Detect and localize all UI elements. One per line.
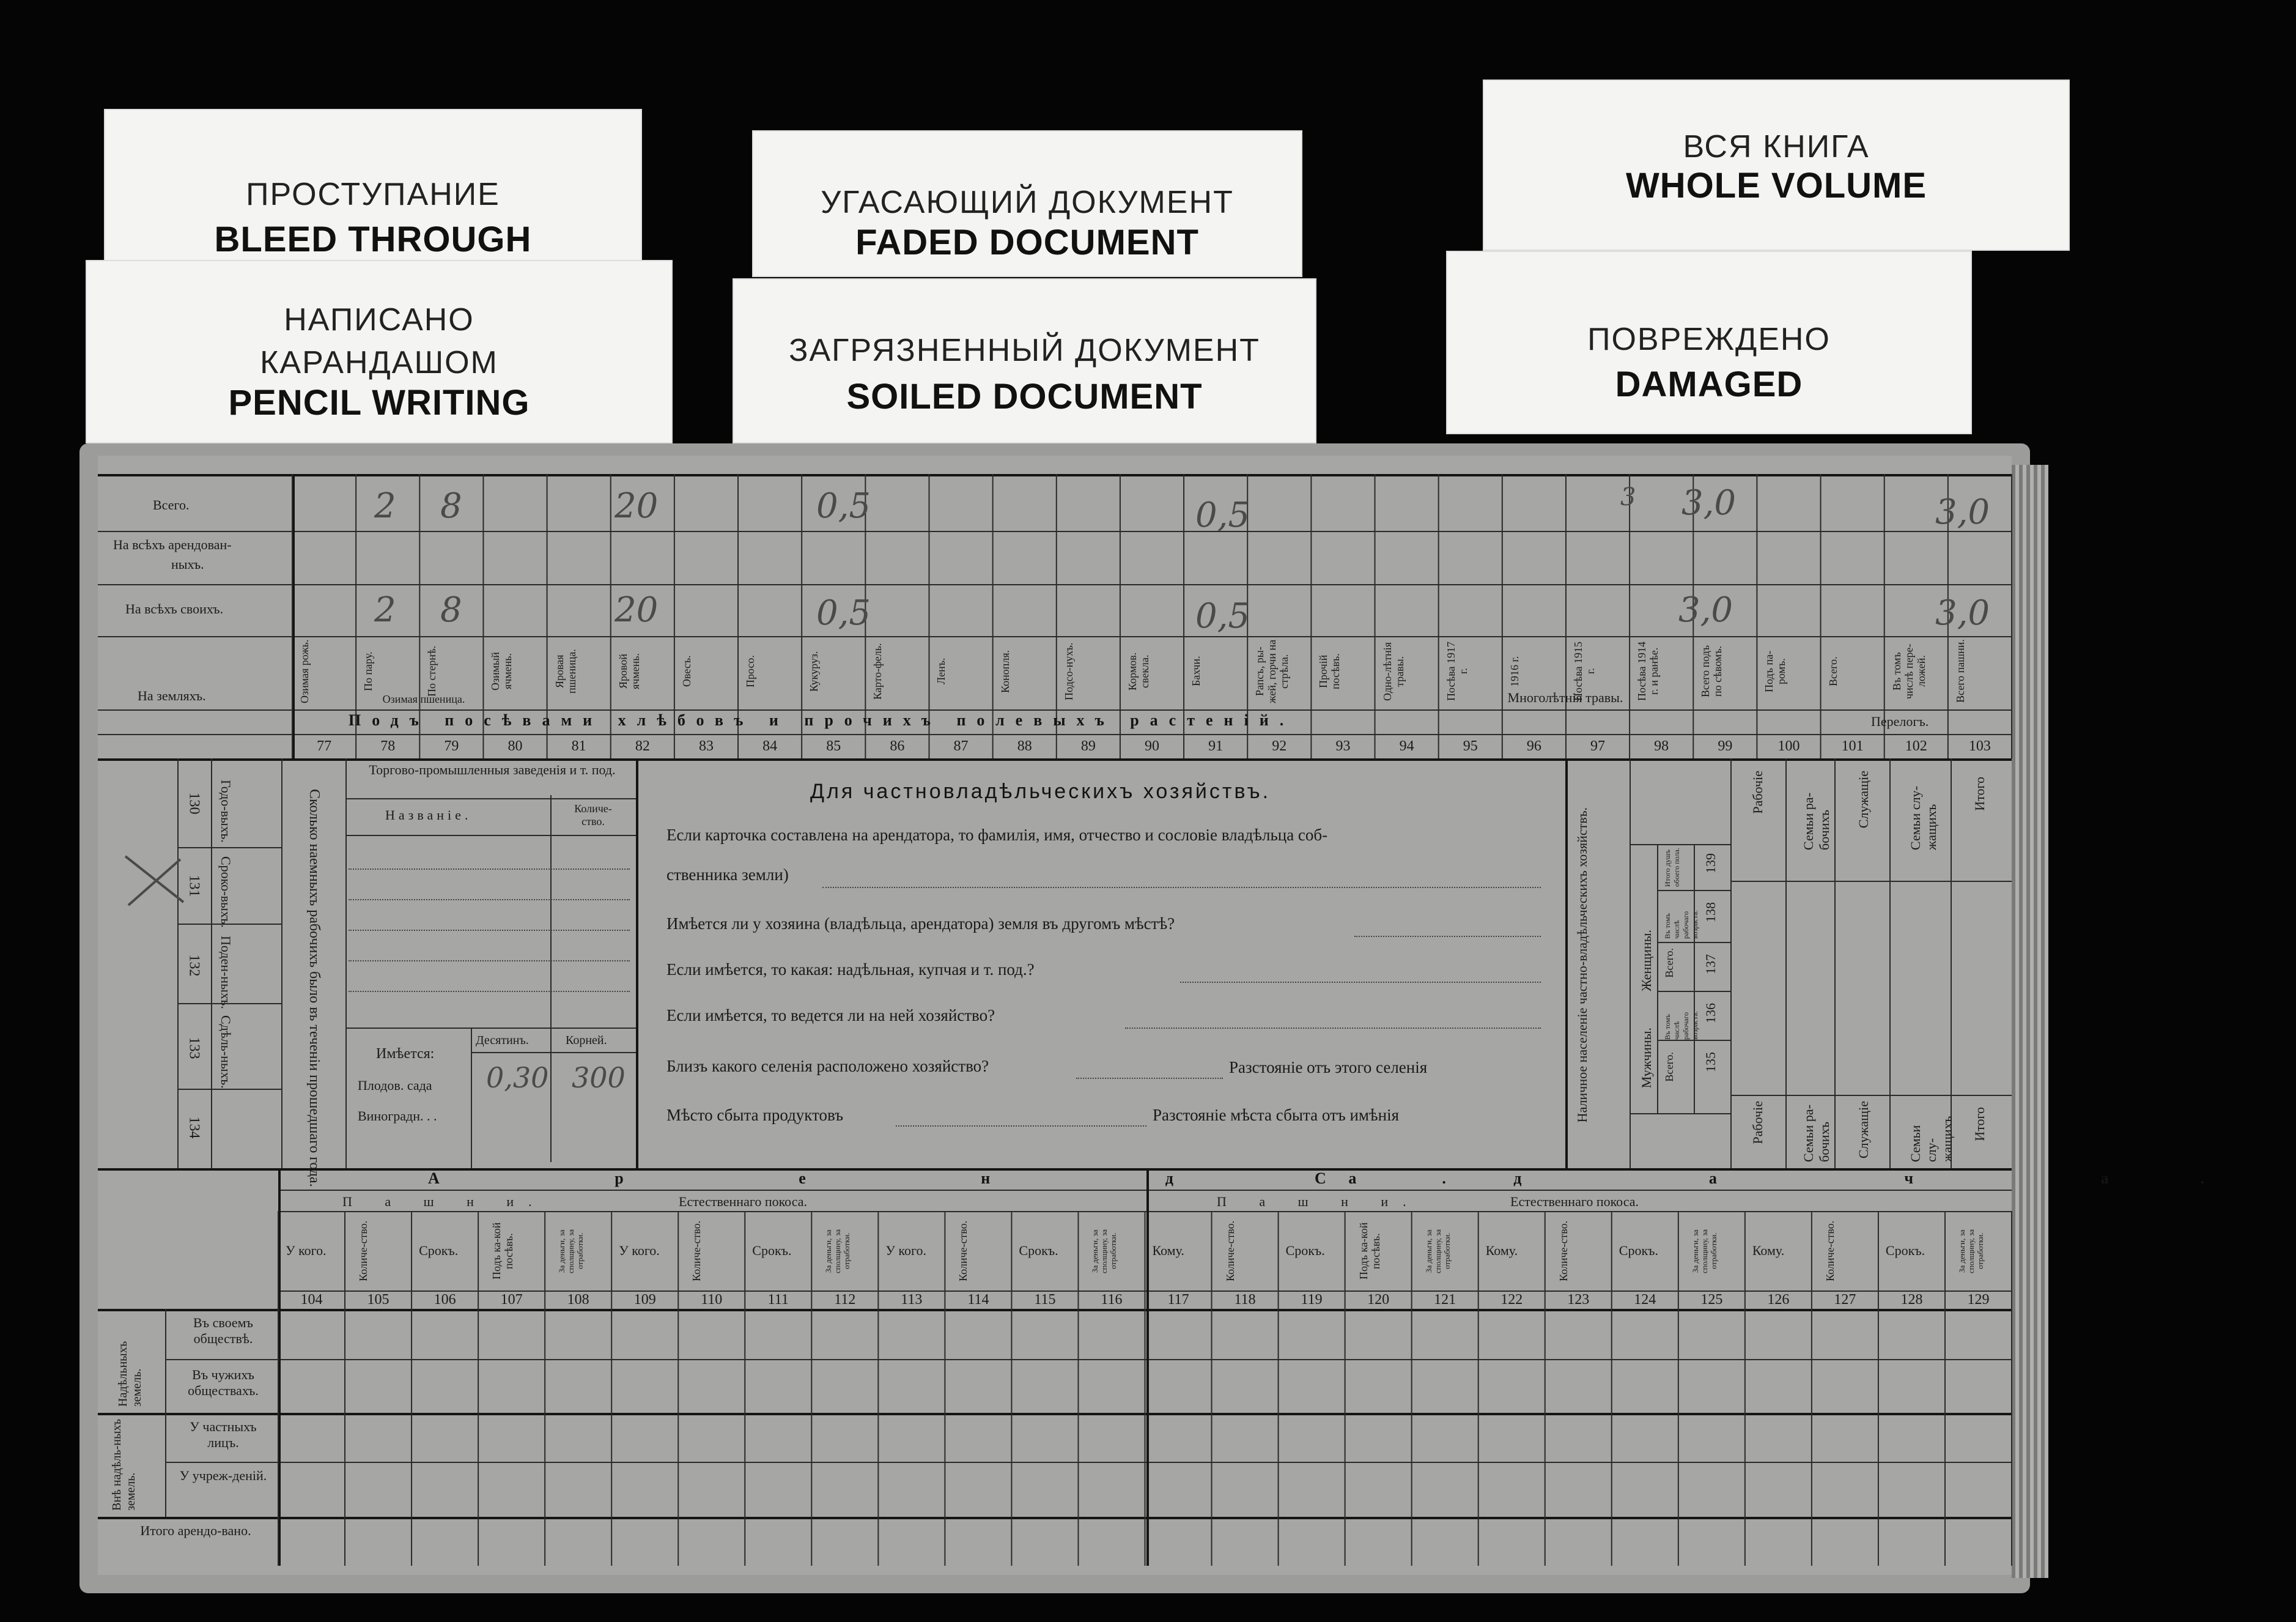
bottom-col-header: Количе-ство.	[1224, 1220, 1236, 1282]
top-col-number: 96	[1526, 738, 1541, 754]
row-private: У частныхъ лицъ.	[190, 1419, 257, 1450]
pop-sub-3: Всего.	[1663, 948, 1675, 978]
top-col-number: 84	[762, 738, 778, 754]
hw-own-2: 8	[440, 590, 462, 630]
pop-num-137: 137	[1703, 954, 1718, 974]
top-col-number: 78	[380, 738, 396, 754]
hw-total-6: 3	[1620, 483, 1636, 511]
faded-document-ru: УГАСАЮЩИЙ ДОКУМЕНТ	[821, 185, 1234, 220]
bottom-col-header: Количе-ство.	[690, 1220, 703, 1282]
bottom-col-header: За деньги, за сполщину, за отработки.	[1690, 1229, 1718, 1273]
row-label-rented: На всѣхъ арендован-	[113, 537, 232, 552]
bottom-col-number: 115	[1034, 1292, 1056, 1308]
top-col-number: 99	[1718, 738, 1733, 754]
bottom-col-header: За деньги, за сполщину, за отработки.	[1957, 1229, 1985, 1273]
question-6: Мѣсто сбыта продуктовъ	[666, 1106, 844, 1124]
crop-header: Подъ па-ромъ.	[1763, 650, 1788, 692]
crop-header: Бахчи.	[1190, 656, 1203, 687]
num-131: 131	[186, 875, 202, 897]
hw-total-3: 20	[615, 486, 659, 526]
sdacha-pokos: Естественнаго покоса.	[1510, 1194, 1639, 1209]
top-col-number: 85	[826, 738, 841, 754]
top-col-number: 80	[508, 738, 523, 754]
bottom-col-number: 104	[300, 1292, 323, 1308]
top-col-number: 102	[1905, 738, 1927, 754]
crop-header: Посѣва 1917 г.	[1444, 642, 1469, 701]
men-label: Мужчины.	[1639, 1028, 1654, 1089]
row-total-rented: Итого арендо-вано.	[140, 1523, 251, 1538]
top-col-number: 79	[444, 738, 459, 754]
bottom-col-number: 105	[367, 1292, 389, 1308]
damaged-ru: ПОВРЕЖДЕНО	[1587, 322, 1831, 357]
pop-right-1: Рабочіе	[1750, 771, 1765, 814]
bottom-col-header: Подъ ка-кой посѣвъ.	[490, 1222, 515, 1280]
row-label-rented-2: ныхъ.	[171, 557, 204, 572]
pop-sub-2: Въ томъ числѣ рабочаго возраста.	[1663, 1011, 1699, 1040]
top-col-number: 98	[1654, 738, 1669, 754]
crop-header: Яровой ячмень.	[616, 653, 641, 690]
group-fallow: Перелогъ.	[1871, 714, 1929, 729]
num-132: 132	[186, 954, 202, 977]
private-title: Для частновладѣльческихъ хозяйствъ.	[810, 780, 1271, 803]
bottom-col-number: 127	[1834, 1292, 1856, 1308]
row-own-society: Въ своемъ обществѣ.	[193, 1315, 253, 1346]
hw-total-7: 3,0	[1681, 483, 1737, 523]
bottom-col-header: Срокъ.	[752, 1243, 792, 1258]
hw-total-5: 0,5	[1195, 495, 1250, 535]
bottom-col-header: У кого.	[885, 1243, 926, 1258]
top-col-number: 103	[1968, 738, 1991, 754]
question-1: Если карточка составлена на арендатора, то фамилія, имя, отчество и сословіе владѣльца соб-	[666, 826, 1328, 844]
top-col-number: 77	[317, 738, 332, 754]
crop-header: Карто-фель.	[871, 643, 884, 700]
crop-header: Всего пашни.	[1954, 639, 1966, 703]
pop-num-139: 139	[1703, 853, 1718, 873]
bottom-col-header: Количе-ство.	[1557, 1220, 1570, 1282]
crop-header: Посѣва 1915 г.	[1571, 642, 1596, 701]
whole-volume-en: WHOLE VOLUME	[1625, 166, 1927, 206]
top-col-number: 93	[1335, 738, 1351, 754]
faded-document-en: FADED DOCUMENT	[855, 223, 1199, 262]
bottom-col-header: Количе-ство.	[1823, 1220, 1836, 1282]
top-col-number: 91	[1208, 738, 1224, 754]
soiled-document-en: SOILED DOCUMENT	[846, 377, 1203, 417]
roots-header: Корней.	[566, 1034, 607, 1047]
workers-piece: Сдѣль-ныхъ.	[218, 1015, 234, 1089]
arenda-header: А р е н д а.	[428, 1169, 1532, 1187]
bottom-col-number: 114	[967, 1292, 989, 1308]
top-col-number: 92	[1272, 738, 1287, 754]
pop-right-4b: Семьи слу-жащихъ	[1908, 1116, 1955, 1162]
pop-right-3b: Служащіе	[1856, 1101, 1871, 1159]
bottom-col-number: 111	[767, 1292, 789, 1308]
bleed-through-ru: ПРОСТУПАНИЕ	[246, 177, 500, 212]
population-title: Наличное населеніе частно-владѣльческихъ хозяйствъ.	[1574, 807, 1590, 1123]
workers-yearly: Годо-выхъ.	[218, 780, 234, 843]
orchard-desyatin-value: 0,30	[486, 1061, 549, 1094]
top-col-number: 82	[635, 738, 650, 754]
whole-volume-ru: ВСЯ КНИГА	[1683, 129, 1870, 165]
bottom-col-number: 126	[1767, 1292, 1790, 1308]
pop-right-3: Служащіе	[1856, 771, 1871, 829]
workers-term: Сроко-выхъ.	[218, 856, 234, 928]
top-col-number: 86	[890, 738, 905, 754]
has-label: Имѣется:	[376, 1046, 435, 1062]
bottom-col-number: 125	[1700, 1292, 1723, 1308]
crop-header: По стернѣ.	[426, 645, 438, 697]
num-130: 130	[186, 792, 202, 815]
bottom-col-number: 113	[901, 1292, 923, 1308]
pencil-writing-en: PENCIL WRITING	[228, 383, 530, 423]
crop-header: Одно-лѣтнія травы.	[1381, 642, 1406, 701]
pop-right-5: Итого	[1972, 777, 1987, 811]
bottom-col-number: 123	[1567, 1292, 1590, 1308]
row-institutions: У учреж-деній.	[179, 1468, 267, 1483]
bottom-col-number: 119	[1301, 1292, 1323, 1308]
bottom-col-header: За деньги, за сполщину, за отработки.	[824, 1229, 852, 1273]
pop-num-135: 135	[1703, 1052, 1718, 1072]
bottom-col-number: 109	[633, 1292, 656, 1308]
workers-daily: Поден-ныхъ.	[218, 936, 234, 1009]
pop-right-4: Семьи слу-жащихъ	[1908, 785, 1939, 850]
bottom-col-number: 117	[1167, 1292, 1189, 1308]
workers-title: Сколько наемныхъ рабочихъ было въ теченіи прошедшаго года.	[306, 789, 322, 1187]
hw-total-1: 2	[374, 486, 396, 526]
crop-header: Подсо-нухъ.	[1062, 642, 1075, 700]
question-1b: ственника земли)	[666, 865, 789, 884]
num-133: 133	[186, 1037, 202, 1059]
bottom-col-header: Подъ ка-кой посѣвъ.	[1357, 1222, 1382, 1280]
top-col-number: 95	[1463, 738, 1478, 754]
row-label-total: Всего.	[153, 497, 190, 513]
crop-header: Прочій посѣвъ.	[1317, 653, 1342, 689]
crop-header: Ленъ.	[935, 657, 948, 685]
orchard-label: Плодов. сада	[358, 1078, 432, 1093]
top-col-number: 81	[571, 738, 586, 754]
hw-total-8: 3,0	[1935, 492, 1990, 532]
question-5: Близъ какого селенія расположено хозяйство?	[666, 1057, 989, 1075]
bottom-col-number: 124	[1634, 1292, 1656, 1308]
bottom-col-number: 118	[1234, 1292, 1256, 1308]
bottom-col-number: 116	[1101, 1292, 1123, 1308]
hw-own-4: 0,5	[816, 593, 871, 633]
bottom-col-header: Срокъ.	[1019, 1243, 1058, 1258]
nadel-label: Надѣльныхъ земель.	[116, 1341, 144, 1407]
bottom-col-header: Кому.	[1152, 1243, 1184, 1258]
top-col-number: 89	[1080, 738, 1096, 754]
crop-header: Всего.	[1826, 656, 1839, 686]
bottom-col-header: Кому.	[1752, 1243, 1785, 1258]
pop-num-136: 136	[1703, 1003, 1718, 1023]
bottom-col-header: Срокъ.	[1885, 1243, 1925, 1258]
group-perennial: Многолѣтнія травы.	[1507, 690, 1623, 705]
crop-header: Просо.	[744, 655, 757, 687]
pop-right-5b: Итого	[1972, 1107, 1987, 1141]
row-label-own: На всѣхъ своихъ.	[125, 601, 223, 617]
bottom-col-header: За деньги, за сполщину, за отработки.	[1423, 1229, 1452, 1273]
crop-header: Овесъ.	[680, 655, 693, 687]
bottom-col-header: У кого.	[286, 1243, 327, 1258]
hw-own-7: 3,0	[1935, 593, 1990, 633]
pop-right-2: Семьи ра-бочихъ	[1801, 792, 1832, 850]
hw-own-3: 20	[615, 590, 659, 630]
question-5b: Разстояніе отъ этого селенія	[1229, 1058, 1428, 1076]
question-4: Если имѣется, то ведется ли на ней хозяйство?	[666, 1006, 995, 1024]
hw-total-4: 0,5	[816, 486, 871, 526]
bottom-col-header: Количе-ство.	[357, 1220, 370, 1282]
trade-name-header: Названіе.	[385, 807, 472, 823]
bottom-col-header: Количе-ство.	[957, 1220, 970, 1282]
group-winter-wheat: Озимая пшеница.	[382, 693, 465, 705]
row-label-lands: На земляхъ.	[138, 688, 206, 703]
bleed-through-en: BLEED THROUGH	[214, 220, 532, 259]
pop-sub-4: Въ томъ числѣ рабочаго возраста.	[1663, 910, 1699, 939]
top-col-number: 87	[953, 738, 969, 754]
vnenadel-label: Внѣ надѣль-ныхъ земель.	[110, 1419, 138, 1511]
hw-own-6: 3,0	[1678, 590, 1733, 630]
num-134: 134	[186, 1116, 202, 1139]
sdacha-header: С д а ч а.	[1315, 1169, 2296, 1187]
bottom-col-number: 106	[434, 1292, 456, 1308]
bottom-col-number: 129	[1967, 1292, 1990, 1308]
bottom-col-number: 128	[1900, 1292, 1923, 1308]
women-label: Женщины.	[1639, 930, 1654, 991]
soiled-document-ru: ЗАГРЯЗНЕННЫЙ ДОКУМЕНТ	[789, 333, 1260, 368]
desyatin-header: Десятинъ.	[476, 1034, 529, 1047]
crop-header: По пару.	[362, 651, 375, 691]
pencil-writing-ru1: НАПИСАНО	[284, 302, 474, 338]
top-col-number: 88	[1017, 738, 1032, 754]
crop-header: Всего подъ по сѣвомъ.	[1699, 645, 1724, 698]
bottom-col-number: 110	[701, 1292, 723, 1308]
bottom-col-number: 121	[1434, 1292, 1456, 1308]
hw-own-1: 2	[374, 590, 396, 630]
bottom-col-header: Срокъ.	[1619, 1243, 1659, 1258]
question-6b: Разстояніе мѣста сбыта отъ имѣнія	[1153, 1106, 1400, 1124]
crop-header: Конопля.	[999, 650, 1011, 693]
crop-banner: Подъ посѣвами хлѣбовъ и прочихъ полевыхъ растеній.	[349, 711, 1295, 729]
bottom-col-number: 108	[567, 1292, 589, 1308]
crop-header: Кормов. свекла.	[1126, 652, 1151, 691]
bottom-col-number: 122	[1501, 1292, 1523, 1308]
bottom-col-header: За деньги, за сполщину, за отработки.	[557, 1229, 585, 1273]
bottom-col-header: Срокъ.	[1285, 1243, 1325, 1258]
top-col-number: 83	[698, 738, 714, 754]
question-3: Если имѣется, то какая: надѣльная, купчая и т. под.?	[666, 960, 1035, 979]
trade-title: Торгово-промышленныя заведенія и т. под.	[369, 762, 616, 777]
bottom-col-header: Кому.	[1485, 1243, 1518, 1258]
bottom-col-number: 107	[500, 1292, 523, 1308]
crop-header: Рапсъ, ры-жей, горчи на стрѣла.	[1253, 639, 1291, 703]
top-col-number: 100	[1777, 738, 1800, 754]
orchard-roots-value: 300	[572, 1061, 626, 1094]
pop-sub-1: Всего.	[1663, 1052, 1675, 1082]
hw-own-5: 0,5	[1195, 596, 1250, 636]
crop-header: Озимая рожь.	[298, 639, 311, 703]
bottom-col-header: Срокъ.	[419, 1243, 459, 1258]
crop-header: Озимый ячмень.	[489, 652, 514, 691]
damaged-en: DAMAGED	[1615, 365, 1803, 404]
bottom-col-number: 120	[1367, 1292, 1390, 1308]
crop-header: Кукуруз.	[808, 651, 821, 692]
question-2: Имѣется ли у хозяина (владѣльца, арендатора) земля въ другомъ мѣстѣ?	[666, 914, 1175, 933]
top-col-number: 101	[1841, 738, 1864, 754]
arenda-pashni: П а ш н и.	[342, 1194, 547, 1209]
crop-header: Яровая пшеница.	[553, 649, 578, 694]
crop-header: Посѣва 1914 г. и ранѣе.	[1636, 642, 1661, 701]
top-col-number: 97	[1590, 738, 1606, 754]
pop-sub-5: Итого душъ обоего пола.	[1663, 848, 1681, 887]
crop-header: 1916 г.	[1508, 656, 1521, 687]
pop-num-138: 138	[1703, 902, 1718, 922]
sdacha-pashni: П а ш н и.	[1217, 1194, 1421, 1209]
crop-header: Въ томъ числѣ пере-ложей.	[1890, 643, 1927, 699]
hw-total-2: 8	[440, 486, 462, 526]
bottom-col-header: У кого.	[619, 1243, 660, 1258]
bottom-col-header: За деньги, за сполщину, за отработки.	[1090, 1229, 1118, 1273]
pencil-writing-ru2: КАРАНДАШОМ	[260, 345, 498, 380]
trade-qty-header: Количе-ство.	[574, 802, 612, 828]
bottom-col-number: 112	[834, 1292, 856, 1308]
top-col-number: 94	[1399, 738, 1414, 754]
top-col-number: 90	[1145, 738, 1159, 754]
arenda-pokos: Естественнаго покоса.	[679, 1194, 808, 1209]
pop-right-1b: Рабочіе	[1750, 1101, 1765, 1144]
row-other-society: Въ чужихъ обществахъ.	[188, 1367, 259, 1398]
pop-right-2b: Семьи ра-бочихъ	[1801, 1104, 1832, 1162]
vineyard-label: Виноградн. . .	[358, 1108, 437, 1124]
